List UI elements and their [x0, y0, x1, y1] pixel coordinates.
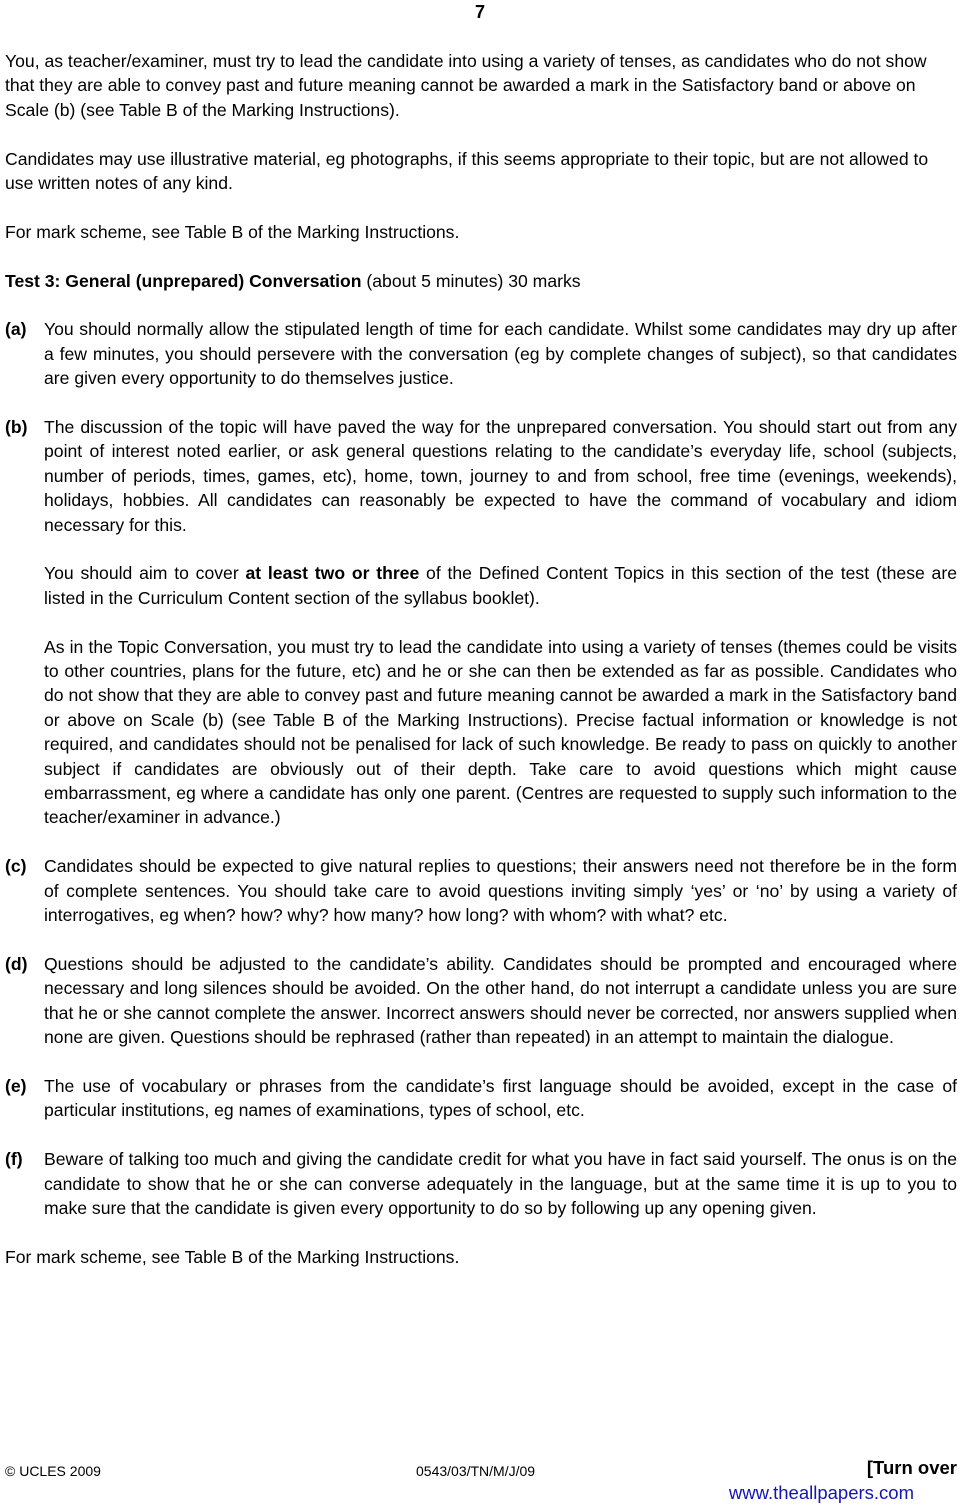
- document-body: [5, 49, 957, 1269]
- item-f: [5, 1147, 957, 1220]
- item-b-emphasis: at least two or three: [245, 563, 420, 584]
- item-f-letter: (f): [5, 1149, 23, 1170]
- closing-paragraph: For mark scheme, see Table B of the Marking Instructions.: [5, 1246, 460, 1267]
- item-b: [5, 415, 957, 830]
- intro-paragraph-3: For mark scheme, see Table B of the Marking Instructions.: [5, 221, 460, 242]
- item-b-letter: (b): [5, 417, 28, 438]
- watermark-link[interactable]: www.theallpapers.com: [728, 1482, 914, 1503]
- intro-paragraph-2: Candidates may use illustrative material, eg photographs, if this seems appropriate to their topic, but are not allowed to use written notes of any kind.: [5, 148, 929, 194]
- page-footer: [5, 1457, 957, 1481]
- item-e-text: The use of vocabulary or phrases from the candidate’s first language should be avoided, except in the case of particular institutions, eg names of examinations, types of school, etc.: [44, 1075, 957, 1121]
- item-a-letter: (a): [5, 319, 27, 340]
- page-number: 7: [474, 2, 485, 22]
- item-d-text: Questions should be adjusted to the candidate’s ability. Candidates should be prompted and encouraged where necessary and long silences should be avoided. On the other hand, do not interrupt a candidate unless you are sure that he or she cannot complete the answer. Incorrect answers should never be corrected, nor answers supplied when none are given. Questions should be rephrased (rather than repeated) in an attempt to maintain the dialogue.: [44, 953, 957, 1048]
- item-c: [5, 854, 957, 927]
- document-code: 0543/03/TN/M/J/09: [416, 1463, 536, 1479]
- item-b-paragraph-1: The discussion of the topic will have paved the way for the unprepared conversation. You should start out from any point of interest noted earlier, or ask general questions relating to the candidate’s everyday life, school (subjects, number of periods, times, games, etc), home, town, journey to and from school, free time (evenings, weekends), holidays, hobbies. All candidates can reasonably be expected to have the command of vocabulary and idiom necessary for this.: [44, 417, 957, 535]
- item-c-text: Candidates should be expected to give natural replies to questions; their answers need not therefore be in the form of complete sentences. You should take care to avoid questions inviting simply ‘yes’ or ‘no’ by using a variety of interrogatives, eg when? how? why? how many? how long? with whom? with what? etc.: [44, 856, 957, 926]
- test3-subtext: (about 5 minutes) 30 marks: [361, 270, 581, 291]
- test3-heading-line: [5, 269, 957, 293]
- item-d: [5, 952, 957, 1050]
- item-c-letter: (c): [5, 856, 27, 877]
- intro-paragraph-1: You, as teacher/examiner, must try to lead the candidate into using a variety of tenses, as candidates who do not show that they are able to convey past and future meaning cannot be awarded a mark in the Satisfactory band or above on Scale (b) (see Table B of the Marking Instructions).: [5, 51, 927, 120]
- item-b-paragraph-3: As in the Topic Conversation, you must try to lead the candidate into using a variety of tenses (themes could be visits to other countries, plans for the future, etc) and he or she can then be extended as far as possible. Candidates who do not show that they are able to convey past and future meaning cannot be awarded a mark in the Satisfactory band or above on Scale (b) (see Table B of the Marking Instructions). Precise factual information or knowledge is not required, and candidates should not be penalised for lack of such knowledge. Be ready to pass on quickly to another subject if candidates are obviously out of their depth. Take care to avoid questions which might cause embarrassment, eg where a candidate has only one parent. (Centres are requested to supply such information to the teacher/examiner in advance.): [44, 636, 957, 828]
- item-a-text: You should normally allow the stipulated length of time for each candidate. Whilst some candidates may dry up after a few minutes, you should persevere with the conversation (eg by complete changes of subject), so that candidates are given every opportunity to do themselves justice.: [44, 319, 957, 389]
- item-f-text: Beware of talking too much and giving the candidate credit for what you have in fact said yourself. The onus is on the candidate to show that he or she can converse adequately in the language, but at the same time it is up to you to make sure that the candidate is given every opportunity to do so by following up any opening given.: [44, 1149, 957, 1218]
- item-e-letter: (e): [5, 1075, 27, 1096]
- turn-over-label: [Turn over: [866, 1457, 957, 1478]
- item-d-letter: (d): [5, 953, 28, 974]
- copyright: © UCLES 2009: [5, 1463, 101, 1479]
- item-b-paragraph-2: You should aim to cover at least two or three of the Defined Content Topics in this section of the test (these are listed in the Curriculum Content section of the syllabus booklet).: [44, 563, 957, 608]
- test3-heading: Test 3: General (unprepared) Conversation: [5, 270, 362, 291]
- item-a: [5, 317, 957, 390]
- item-e: [5, 1074, 957, 1123]
